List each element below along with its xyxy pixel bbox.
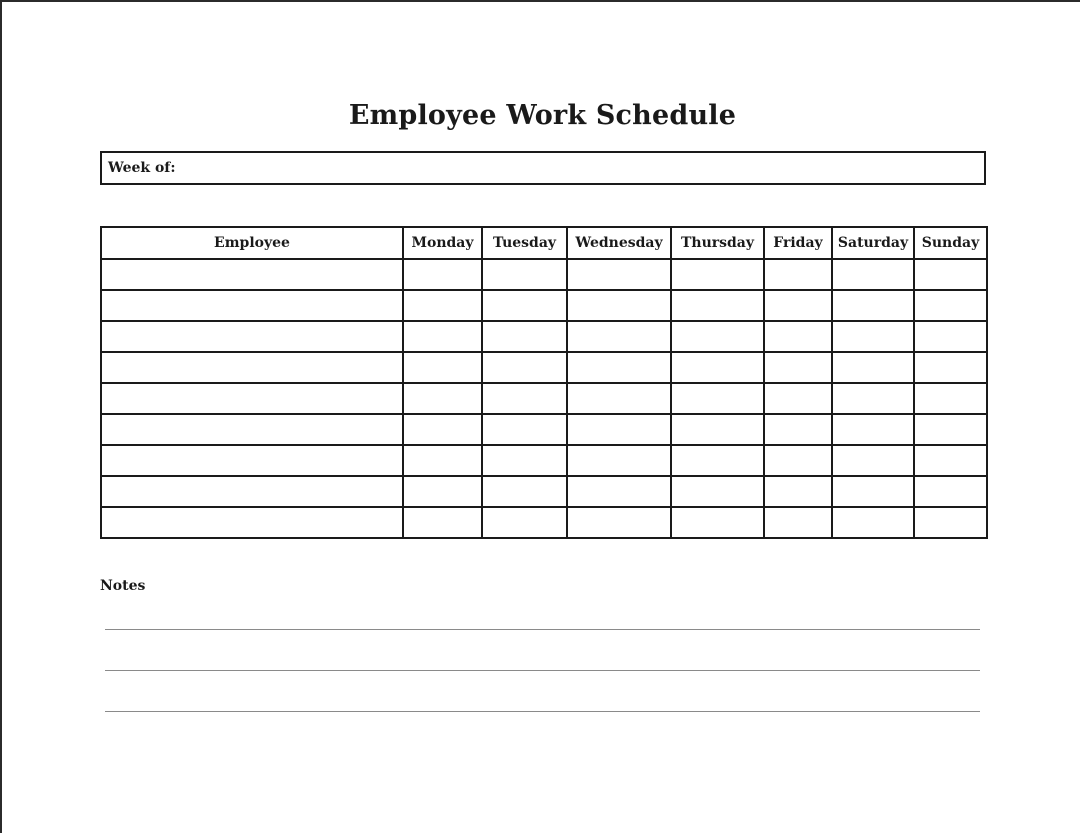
- schedule-cell-employee[interactable]: [101, 321, 403, 352]
- schedule-cell-monday[interactable]: [403, 414, 482, 445]
- schedule-cell-friday[interactable]: [764, 507, 832, 538]
- notes-label: Notes: [100, 578, 146, 594]
- schedule-cell-sunday[interactable]: [914, 507, 987, 538]
- schedule-cell-employee[interactable]: [101, 383, 403, 414]
- table-row: [101, 259, 987, 290]
- schedule-cell-wednesday[interactable]: [567, 414, 671, 445]
- schedule-cell-saturday[interactable]: [832, 259, 914, 290]
- schedule-cell-wednesday[interactable]: [567, 507, 671, 538]
- schedule-cell-monday[interactable]: [403, 321, 482, 352]
- note-line[interactable]: [105, 629, 980, 630]
- schedule-cell-tuesday[interactable]: [482, 290, 567, 321]
- table-row: [101, 321, 987, 352]
- schedule-cell-sunday[interactable]: [914, 445, 987, 476]
- schedule-cell-friday[interactable]: [764, 414, 832, 445]
- table-row: [101, 290, 987, 321]
- schedule-cell-thursday[interactable]: [671, 259, 764, 290]
- schedule-cell-monday[interactable]: [403, 383, 482, 414]
- column-header-friday: Friday: [764, 227, 832, 259]
- schedule-cell-monday[interactable]: [403, 259, 482, 290]
- note-line[interactable]: [105, 670, 980, 671]
- schedule-cell-sunday[interactable]: [914, 476, 987, 507]
- column-header-sunday: Sunday: [914, 227, 987, 259]
- schedule-cell-monday[interactable]: [403, 476, 482, 507]
- schedule-cell-employee[interactable]: [101, 445, 403, 476]
- schedule-cell-friday[interactable]: [764, 321, 832, 352]
- schedule-cell-tuesday[interactable]: [482, 259, 567, 290]
- schedule-cell-thursday[interactable]: [671, 507, 764, 538]
- schedule-cell-friday[interactable]: [764, 259, 832, 290]
- schedule-cell-tuesday[interactable]: [482, 352, 567, 383]
- table-row: [101, 476, 987, 507]
- schedule-cell-friday[interactable]: [764, 383, 832, 414]
- schedule-cell-saturday[interactable]: [832, 290, 914, 321]
- schedule-cell-tuesday[interactable]: [482, 476, 567, 507]
- schedule-cell-friday[interactable]: [764, 476, 832, 507]
- table-row: [101, 383, 987, 414]
- table-row: [101, 414, 987, 445]
- schedule-cell-monday[interactable]: [403, 352, 482, 383]
- schedule-cell-employee[interactable]: [101, 259, 403, 290]
- schedule-cell-friday[interactable]: [764, 352, 832, 383]
- schedule-cell-monday[interactable]: [403, 290, 482, 321]
- schedule-cell-employee[interactable]: [101, 476, 403, 507]
- schedule-cell-wednesday[interactable]: [567, 445, 671, 476]
- schedule-cell-sunday[interactable]: [914, 352, 987, 383]
- schedule-cell-employee[interactable]: [101, 290, 403, 321]
- week-of-field[interactable]: [100, 151, 986, 185]
- schedule-cell-tuesday[interactable]: [482, 383, 567, 414]
- schedule-cell-monday[interactable]: [403, 507, 482, 538]
- schedule-cell-thursday[interactable]: [671, 321, 764, 352]
- table-row: [101, 445, 987, 476]
- note-line[interactable]: [105, 711, 980, 712]
- schedule-cell-saturday[interactable]: [832, 445, 914, 476]
- schedule-cell-monday[interactable]: [403, 445, 482, 476]
- schedule-cell-tuesday[interactable]: [482, 507, 567, 538]
- schedule-cell-wednesday[interactable]: [567, 352, 671, 383]
- schedule-cell-sunday[interactable]: [914, 383, 987, 414]
- schedule-cell-saturday[interactable]: [832, 321, 914, 352]
- week-of-label: Week of:: [108, 160, 176, 176]
- schedule-cell-employee[interactable]: [101, 414, 403, 445]
- document-title: Employee Work Schedule: [348, 100, 737, 131]
- schedule-header-row: [101, 227, 987, 259]
- schedule-cell-thursday[interactable]: [671, 414, 764, 445]
- schedule-cell-wednesday[interactable]: [567, 259, 671, 290]
- column-header-tuesday: Tuesday: [482, 227, 567, 259]
- schedule-cell-friday[interactable]: [764, 445, 832, 476]
- schedule-table: [100, 226, 988, 539]
- schedule-cell-employee[interactable]: [101, 507, 403, 538]
- schedule-cell-tuesday[interactable]: [482, 414, 567, 445]
- schedule-cell-wednesday[interactable]: [567, 290, 671, 321]
- schedule-body: [101, 259, 987, 538]
- schedule-cell-thursday[interactable]: [671, 445, 764, 476]
- schedule-cell-sunday[interactable]: [914, 414, 987, 445]
- schedule-cell-friday[interactable]: [764, 290, 832, 321]
- schedule-cell-thursday[interactable]: [671, 290, 764, 321]
- schedule-cell-wednesday[interactable]: [567, 476, 671, 507]
- schedule-cell-tuesday[interactable]: [482, 321, 567, 352]
- schedule-cell-wednesday[interactable]: [567, 321, 671, 352]
- schedule-cell-employee[interactable]: [101, 352, 403, 383]
- column-header-wednesday: Wednesday: [567, 227, 671, 259]
- schedule-cell-thursday[interactable]: [671, 383, 764, 414]
- schedule-cell-saturday[interactable]: [832, 352, 914, 383]
- schedule-cell-sunday[interactable]: [914, 259, 987, 290]
- schedule-cell-saturday[interactable]: [832, 476, 914, 507]
- column-header-employee: Employee: [101, 227, 403, 259]
- schedule-cell-saturday[interactable]: [832, 383, 914, 414]
- schedule-cell-sunday[interactable]: [914, 290, 987, 321]
- schedule-cell-thursday[interactable]: [671, 352, 764, 383]
- schedule-cell-sunday[interactable]: [914, 321, 987, 352]
- schedule-cell-thursday[interactable]: [671, 476, 764, 507]
- schedule-cell-saturday[interactable]: [832, 414, 914, 445]
- column-header-saturday: Saturday: [832, 227, 914, 259]
- table-row: [101, 507, 987, 538]
- table-row: [101, 352, 987, 383]
- schedule-cell-saturday[interactable]: [832, 507, 914, 538]
- schedule-cell-tuesday[interactable]: [482, 445, 567, 476]
- schedule-cell-wednesday[interactable]: [567, 383, 671, 414]
- column-header-thursday: Thursday: [671, 227, 764, 259]
- column-header-monday: Monday: [403, 227, 482, 259]
